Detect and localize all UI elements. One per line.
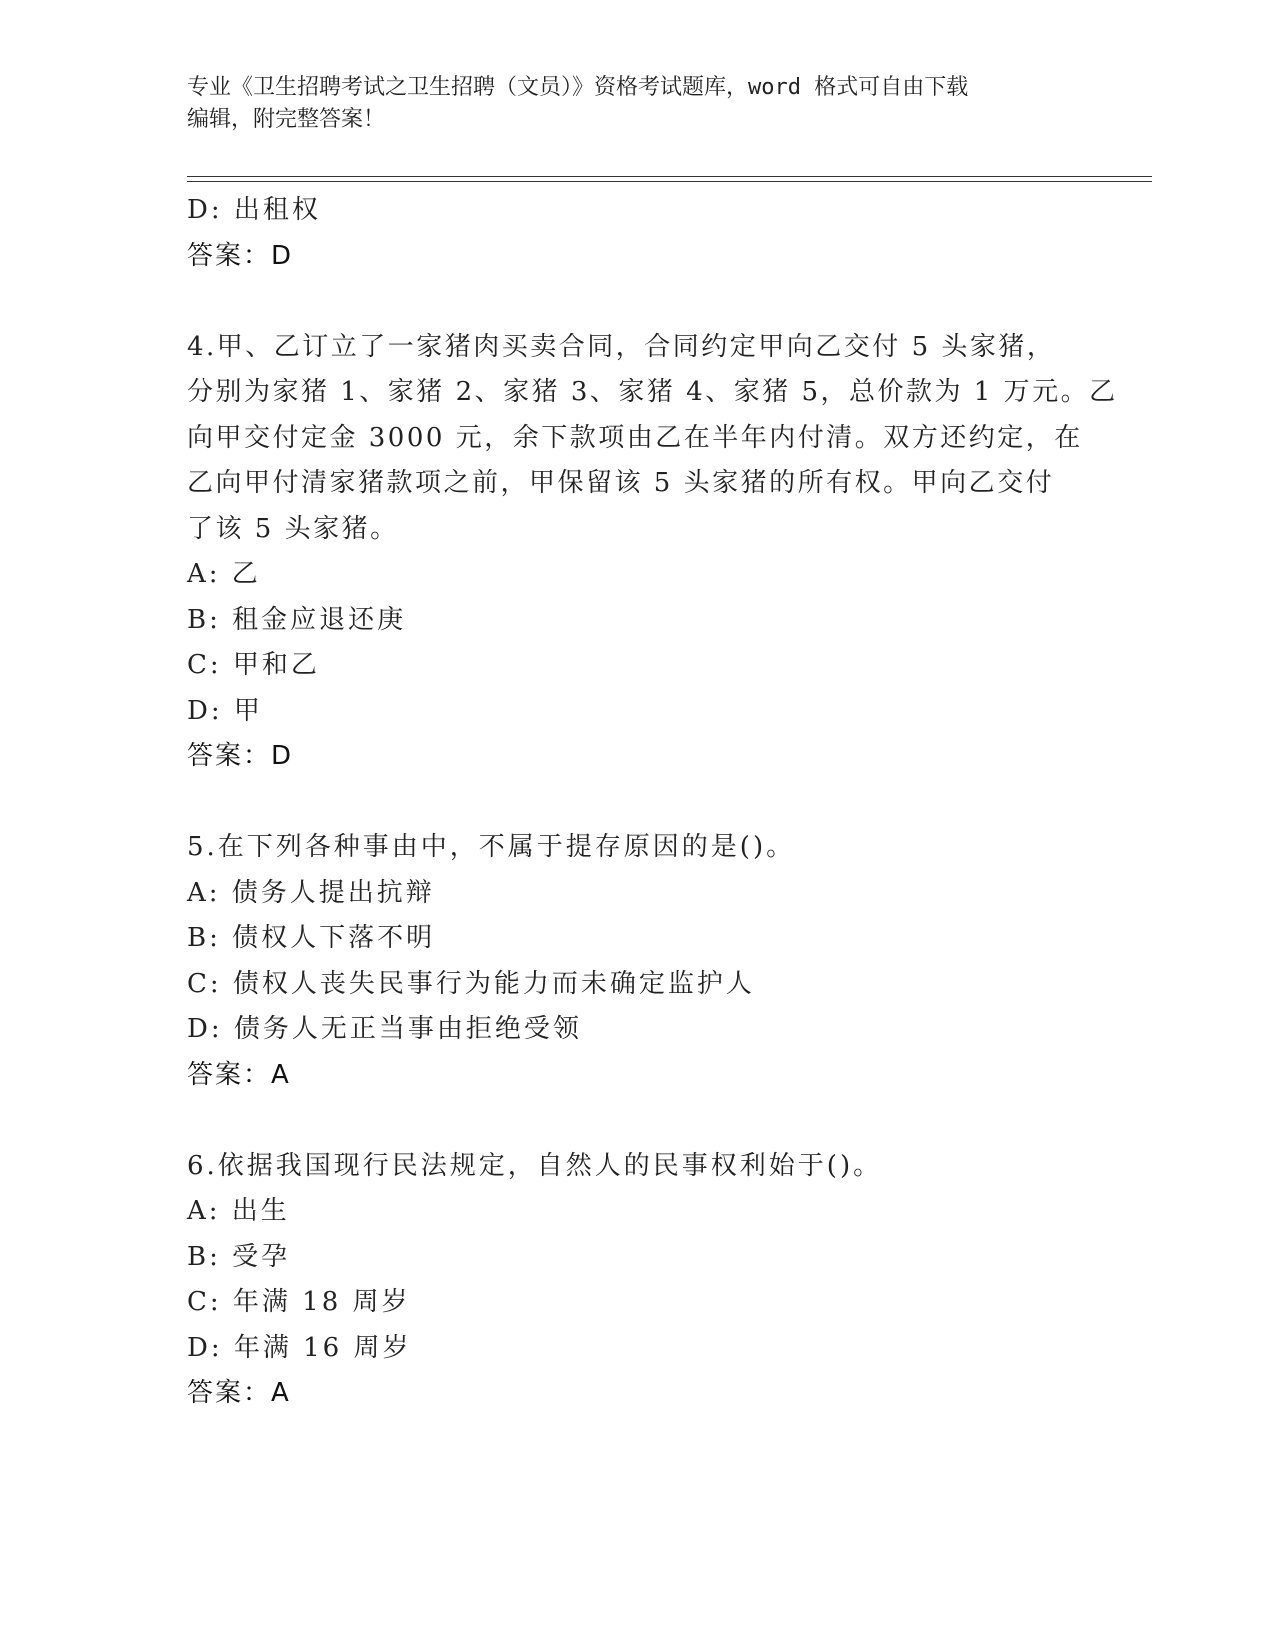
question-5-stem: 5.在下列各种事由中，不属于提存原因的是()。 — [187, 832, 796, 862]
header-divider-top — [187, 176, 1152, 177]
question-5-option-a: A: 债务人提出抗辩 — [187, 877, 435, 908]
spacer — [187, 1098, 1087, 1144]
question-4-stem-line: 乙向甲付清家猪款项之前，甲保留该 5 头家猪的所有权。甲向乙交付 — [187, 468, 1055, 498]
question-6-option-b: B: 受孕 — [187, 1241, 291, 1272]
prev-question-option-d: D: 出租权 — [187, 195, 321, 225]
question-6-option-c: C: 年满 18 周岁 — [187, 1287, 411, 1317]
question-4-option-c: C: 甲和乙 — [187, 650, 320, 680]
prev-question-answer: 答案：D — [187, 240, 294, 271]
spacer — [187, 279, 1087, 325]
question-6-option-d: D: 年满 16 周岁 — [187, 1332, 412, 1363]
question-4 — [187, 325, 1118, 553]
question-4-stem-line: 向甲交付定金 3000 元，余下款项由乙在半年内付清。双方还约定，在 — [187, 422, 1083, 453]
document-header — [187, 72, 1087, 136]
question-5-option-c: C: 债权人丧失民事行为能力而未确定监护人 — [187, 968, 755, 999]
question-content — [187, 188, 1118, 1417]
question-4-option-a: A: 乙 — [187, 559, 261, 589]
question-6-stem: 6.依据我国现行民法规定，自然人的民事权利始于()。 — [187, 1150, 883, 1181]
question-5-option-d: D: 债务人无正当事由拒绝受领 — [187, 1014, 582, 1044]
question-6-option-a: A: 出生 — [187, 1196, 290, 1226]
question-4-stem-line: 了该 5 头家猪。 — [187, 513, 399, 544]
question-4-option-b: B: 租金应退还庚 — [187, 604, 407, 635]
question-4-stem-line: 分别为家猪 1、家猪 2、家猪 3、家猪 4、家猪 5，总价款为 1 万元。乙 — [187, 377, 1118, 407]
header-title-line-2: 编辑，附完整答案！ — [187, 107, 386, 132]
spacer — [187, 780, 1087, 826]
question-6-answer: 答案：A — [187, 1378, 291, 1408]
question-5-option-b: B: 债权人下落不明 — [187, 923, 436, 953]
question-4-answer: 答案：D — [187, 741, 294, 771]
header-divider-bottom — [187, 181, 1152, 182]
question-5-answer: 答案：A — [187, 1059, 291, 1090]
question-4-option-d: D: 甲 — [187, 695, 263, 726]
header-title-line-1: 专业《卫生招聘考试之卫生招聘（文员）》资格考试题库，word 格式可自由下载 — [187, 75, 969, 100]
question-4-stem-line: 4.甲、乙订立了一家猪肉买卖合同，合同约定甲向乙交付 5 头家猪， — [187, 331, 1056, 362]
